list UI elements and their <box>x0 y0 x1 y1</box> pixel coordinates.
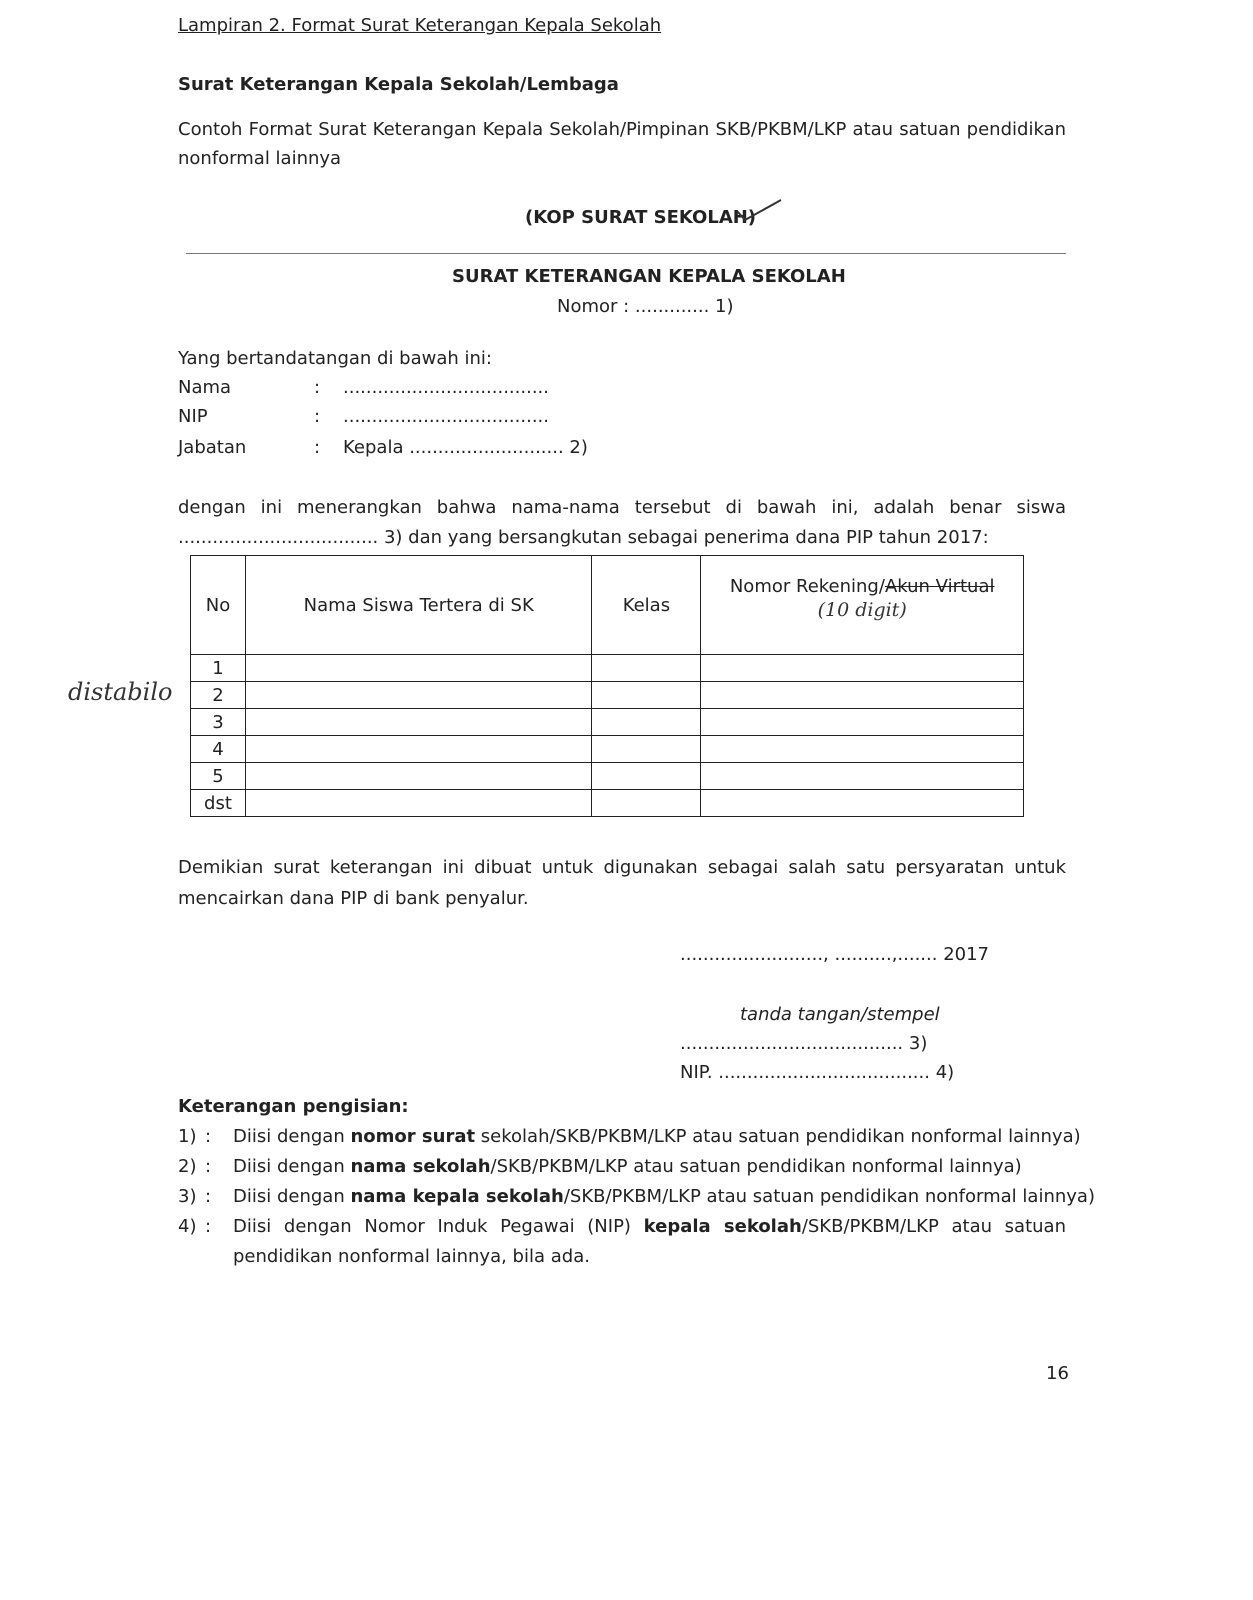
note-number: 1) <box>178 1126 197 1147</box>
row-name-cell <box>245 682 591 709</box>
row-name-cell <box>245 763 591 790</box>
field-value-position: Kepala ........................... 2) <box>343 437 588 458</box>
field-colon-nip: : <box>314 406 321 427</box>
header-account-main: Nomor Rekening/ <box>729 575 885 597</box>
signature-stamp: tanda tangan/stempel <box>740 1004 940 1025</box>
table-row <box>191 763 1024 790</box>
row-account-cell <box>701 682 1024 709</box>
note-bold: nama kepala sekolah <box>350 1186 564 1207</box>
attachment-title: Lampiran 2. Format Surat Keterangan Kepala Sekolah <box>178 15 662 36</box>
header-account-handwritten: (10 digit) <box>817 598 907 621</box>
check-mark-icon <box>735 198 783 224</box>
note-colon: : <box>205 1186 212 1207</box>
statement-line-2: ................................... 3) dan yang bersangkutan sebagai penerima dana PIP tahun 2017: <box>178 527 989 548</box>
header-divider <box>186 253 1066 254</box>
row-no: 5 <box>191 763 246 790</box>
note-bold: nomor surat <box>350 1126 476 1147</box>
row-name-cell <box>245 790 591 817</box>
table-row <box>191 709 1024 736</box>
note-colon: : <box>205 1216 212 1237</box>
row-name-cell <box>245 655 591 682</box>
signer-intro: Yang bertandatangan di bawah ini: <box>178 348 492 369</box>
note-bold: kepala sekolah <box>643 1216 802 1237</box>
note-text-line-2: pendidikan nonformal lainnya, bila ada. <box>233 1246 590 1267</box>
field-colon-position: : <box>314 437 321 458</box>
header-class: Kelas <box>592 556 701 655</box>
row-no: 4 <box>191 736 246 763</box>
note-colon: : <box>205 1156 212 1177</box>
row-class-cell <box>592 655 701 682</box>
section-title: Surat Keterangan Kepala Sekolah/Lembaga <box>178 74 619 95</box>
row-no: 2 <box>191 682 246 709</box>
row-class-cell <box>592 790 701 817</box>
note-number: 2) <box>178 1156 197 1177</box>
note-pre: Diisi dengan <box>233 1186 351 1207</box>
row-name-cell <box>245 709 591 736</box>
table-row <box>191 790 1024 817</box>
intro-line-2: nonformal lainnya <box>178 148 342 169</box>
letter-title: SURAT KETERANGAN KEPALA SEKOLAH <box>452 266 846 287</box>
note-pre: Diisi dengan <box>233 1156 351 1177</box>
note-number: 3) <box>178 1186 197 1207</box>
signature-name-line: ....................................... 3) <box>680 1033 928 1054</box>
intro-line-1: Contoh Format Surat Keterangan Kepala Sekolah/Pimpinan SKB/PKBM/LKP atau satuan pendidikan <box>178 119 1066 140</box>
field-label-nip: NIP <box>178 406 208 427</box>
note-text <box>233 1216 1066 1237</box>
signature-date: ........................., ..........,....... 2017 <box>680 944 990 965</box>
letter-number: Nomor : ............. 1) <box>557 296 734 317</box>
signature-nip-line: NIP. ..................................... 4) <box>680 1062 955 1083</box>
row-no: 1 <box>191 655 246 682</box>
row-name-cell <box>245 736 591 763</box>
kop-placeholder: (KOP SURAT SEKOLAH) <box>525 207 757 228</box>
header-student-name: Nama Siswa Tertera di SK <box>245 556 591 655</box>
row-class-cell <box>592 709 701 736</box>
note-post: /SKB/PKBM/LKP atau satuan pendidikan nonformal lainnya) <box>490 1156 1022 1177</box>
field-label-name: Nama <box>178 377 232 398</box>
row-no: dst <box>191 790 246 817</box>
row-class-cell <box>592 682 701 709</box>
row-account-cell <box>701 736 1024 763</box>
closing-line-1: Demikian surat keterangan ini dibuat untuk digunakan sebagai salah satu persyaratan untuk <box>178 857 1066 878</box>
row-account-cell <box>701 790 1024 817</box>
note-post: sekolah/SKB/PKBM/LKP atau satuan pendidikan nonformal lainnya) <box>475 1126 1081 1147</box>
note-number: 4) <box>178 1216 197 1237</box>
note-bold: nama sekolah <box>350 1156 491 1177</box>
table-header-row <box>191 556 1024 655</box>
field-value-name: .................................... <box>343 377 549 398</box>
note-pre: Diisi dengan Nomor Induk Pegawai (NIP) <box>233 1216 644 1237</box>
page-number: 16 <box>1046 1363 1069 1384</box>
row-account-cell <box>701 709 1024 736</box>
row-no: 3 <box>191 709 246 736</box>
note-colon: : <box>205 1126 212 1147</box>
header-no: No <box>191 556 246 655</box>
notes-title: Keterangan pengisian: <box>178 1096 409 1117</box>
closing-line-2: mencairkan dana PIP di bank penyalur. <box>178 888 529 909</box>
field-colon-name: : <box>314 377 321 398</box>
table-row <box>191 736 1024 763</box>
table-row <box>191 682 1024 709</box>
table-row <box>191 655 1024 682</box>
note-text <box>233 1186 1095 1207</box>
row-class-cell <box>592 763 701 790</box>
note-text <box>233 1126 1081 1147</box>
header-account-number <box>701 556 1024 655</box>
row-account-cell <box>701 655 1024 682</box>
note-post: /SKB/PKBM/LKP atau satuan <box>801 1216 1066 1237</box>
field-value-nip: .................................... <box>343 406 549 427</box>
note-post: /SKB/PKBM/LKP atau satuan pendidikan nonformal lainnya) <box>563 1186 1095 1207</box>
note-text <box>233 1156 1022 1177</box>
margin-handwritten-note: distabilo <box>68 678 173 706</box>
student-table <box>190 555 1024 817</box>
note-pre: Diisi dengan <box>233 1126 351 1147</box>
statement-line-1: dengan ini menerangkan bahwa nama-nama tersebut di bawah ini, adalah benar siswa <box>178 497 1066 518</box>
row-account-cell <box>701 763 1024 790</box>
field-label-position: Jabatan <box>178 437 247 458</box>
header-account-struck: Akun Virtual <box>884 575 995 597</box>
row-class-cell <box>592 736 701 763</box>
